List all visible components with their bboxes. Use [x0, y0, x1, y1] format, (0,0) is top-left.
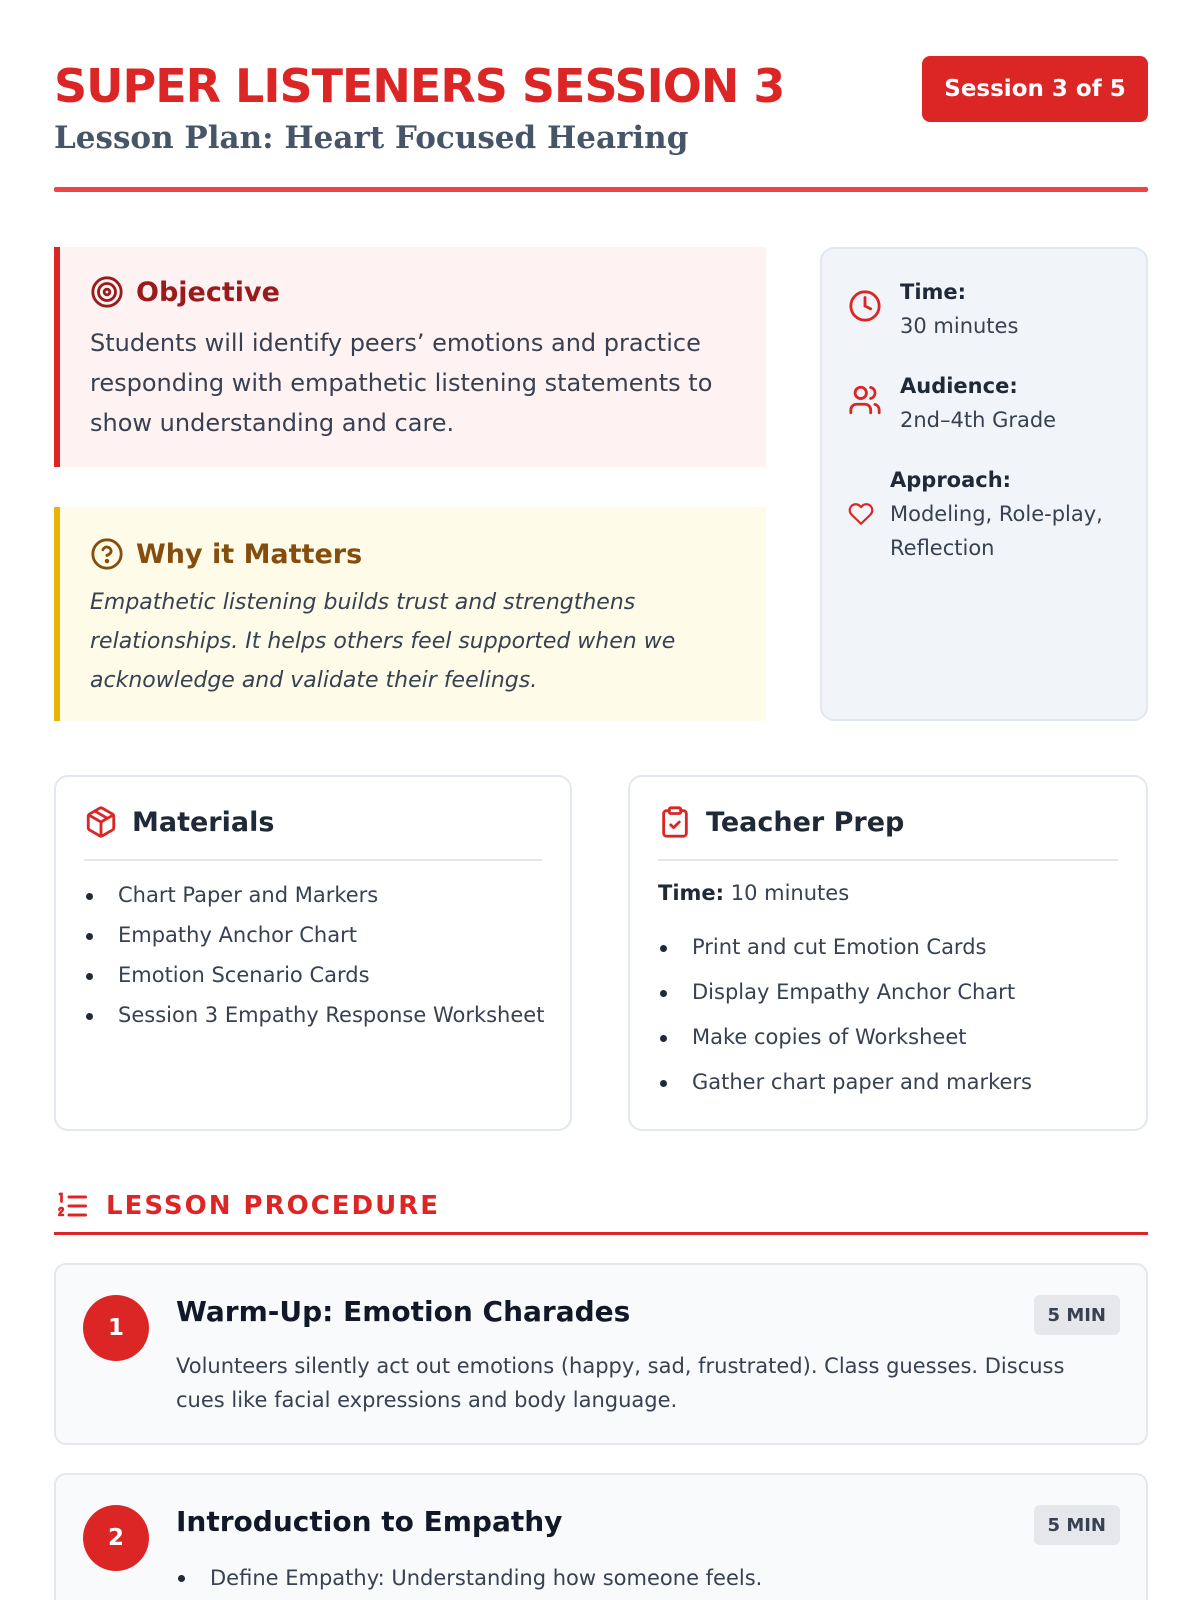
step-title: Warm-Up: Emotion Charades: [176, 1295, 631, 1328]
step-title: Introduction to Empathy: [176, 1505, 563, 1538]
target-icon: [90, 275, 124, 309]
objective-text: Students will identify peers’ emotions and practice responding with empathetic listening statements to show understanding and care.: [90, 329, 713, 437]
list-item: Display Empathy Anchor Chart: [658, 976, 1126, 1009]
step-number: 2: [83, 1505, 149, 1571]
procedure-step-1: [54, 1263, 1148, 1445]
step-description: Volunteers silently act out emotions (happy, sad, frustrated). Class guesses. Discuss cues like facial expressions and body language.: [176, 1354, 1065, 1412]
approach-label: Approach:: [890, 468, 1012, 492]
why-it-matters-box: [54, 507, 766, 721]
time-label: Time:: [900, 280, 967, 304]
prep-time: [658, 881, 849, 905]
package-icon: [84, 805, 118, 839]
clipboard-check-icon: [658, 805, 692, 839]
numbered-list-icon: [54, 1188, 90, 1224]
why-heading: [90, 537, 362, 571]
materials-divider: [84, 859, 542, 861]
objective-box: [54, 247, 766, 467]
list-item: Print and cut Emotion Cards: [658, 931, 1126, 964]
list-item: Emotion Scenario Cards: [84, 959, 550, 992]
lesson-plan-page: [54, 0, 1148, 1600]
header-divider: [54, 187, 1148, 192]
approach-value: Modeling, Role-play, Reflection: [890, 502, 1103, 560]
list-item: Empathy Anchor Chart: [84, 919, 550, 952]
prep-label: Teacher Prep: [706, 806, 905, 838]
time-value: 30 minutes: [900, 314, 1019, 338]
audience-label: Audience:: [900, 374, 1018, 398]
header: [54, 56, 1148, 192]
help-circle-icon: [90, 537, 124, 571]
list-item: Make copies of Worksheet: [658, 1021, 1126, 1054]
materials-card: [54, 775, 572, 1131]
materials-list: [84, 879, 550, 1039]
page-title: SUPER LISTENERS SESSION 3: [54, 59, 785, 113]
info-card: [820, 247, 1148, 721]
procedure-label: LESSON PROCEDURE: [106, 1191, 441, 1221]
step-number: 1: [83, 1295, 149, 1361]
why-text: Empathetic listening builds trust and strengthens relationships. It helps others feel supported when we acknowledge and validate their feelings.: [90, 590, 676, 693]
info-audience: [848, 369, 1056, 437]
list-item: Session 3 Empathy Response Worksheet: [84, 999, 550, 1032]
prep-time-value: 10 minutes: [730, 881, 850, 905]
objective-heading: [90, 275, 280, 309]
heart-icon: [848, 501, 874, 527]
procedure-heading: [54, 1188, 440, 1224]
info-time: [848, 275, 1018, 343]
procedure-divider: [54, 1232, 1148, 1235]
prep-divider: [658, 859, 1118, 861]
step-bullets: [176, 1561, 1116, 1595]
clock-icon: [848, 289, 882, 323]
session-badge: Session 3 of 5: [922, 56, 1148, 122]
prep-list: [658, 931, 1126, 1111]
list-item: Define Empathy: Understanding how someone feels.: [176, 1561, 1116, 1595]
page-subtitle: Lesson Plan: Heart Focused Hearing: [54, 120, 689, 156]
prep-time-label: Time:: [658, 881, 725, 905]
materials-heading: [84, 805, 274, 839]
materials-label: Materials: [132, 806, 275, 838]
step-duration: 5 MIN: [1034, 1505, 1120, 1545]
users-icon: [848, 383, 882, 417]
teacher-prep-card: [628, 775, 1148, 1131]
objective-label: Objective: [136, 276, 280, 308]
list-item: Chart Paper and Markers: [84, 879, 550, 912]
list-item: Gather chart paper and markers: [658, 1066, 1126, 1099]
info-approach: [848, 463, 1126, 565]
why-label: Why it Matters: [136, 538, 363, 570]
audience-value: 2nd–4th Grade: [900, 408, 1057, 432]
step-duration: 5 MIN: [1034, 1295, 1120, 1335]
prep-heading: [658, 805, 904, 839]
procedure-step-2: [54, 1473, 1148, 1600]
